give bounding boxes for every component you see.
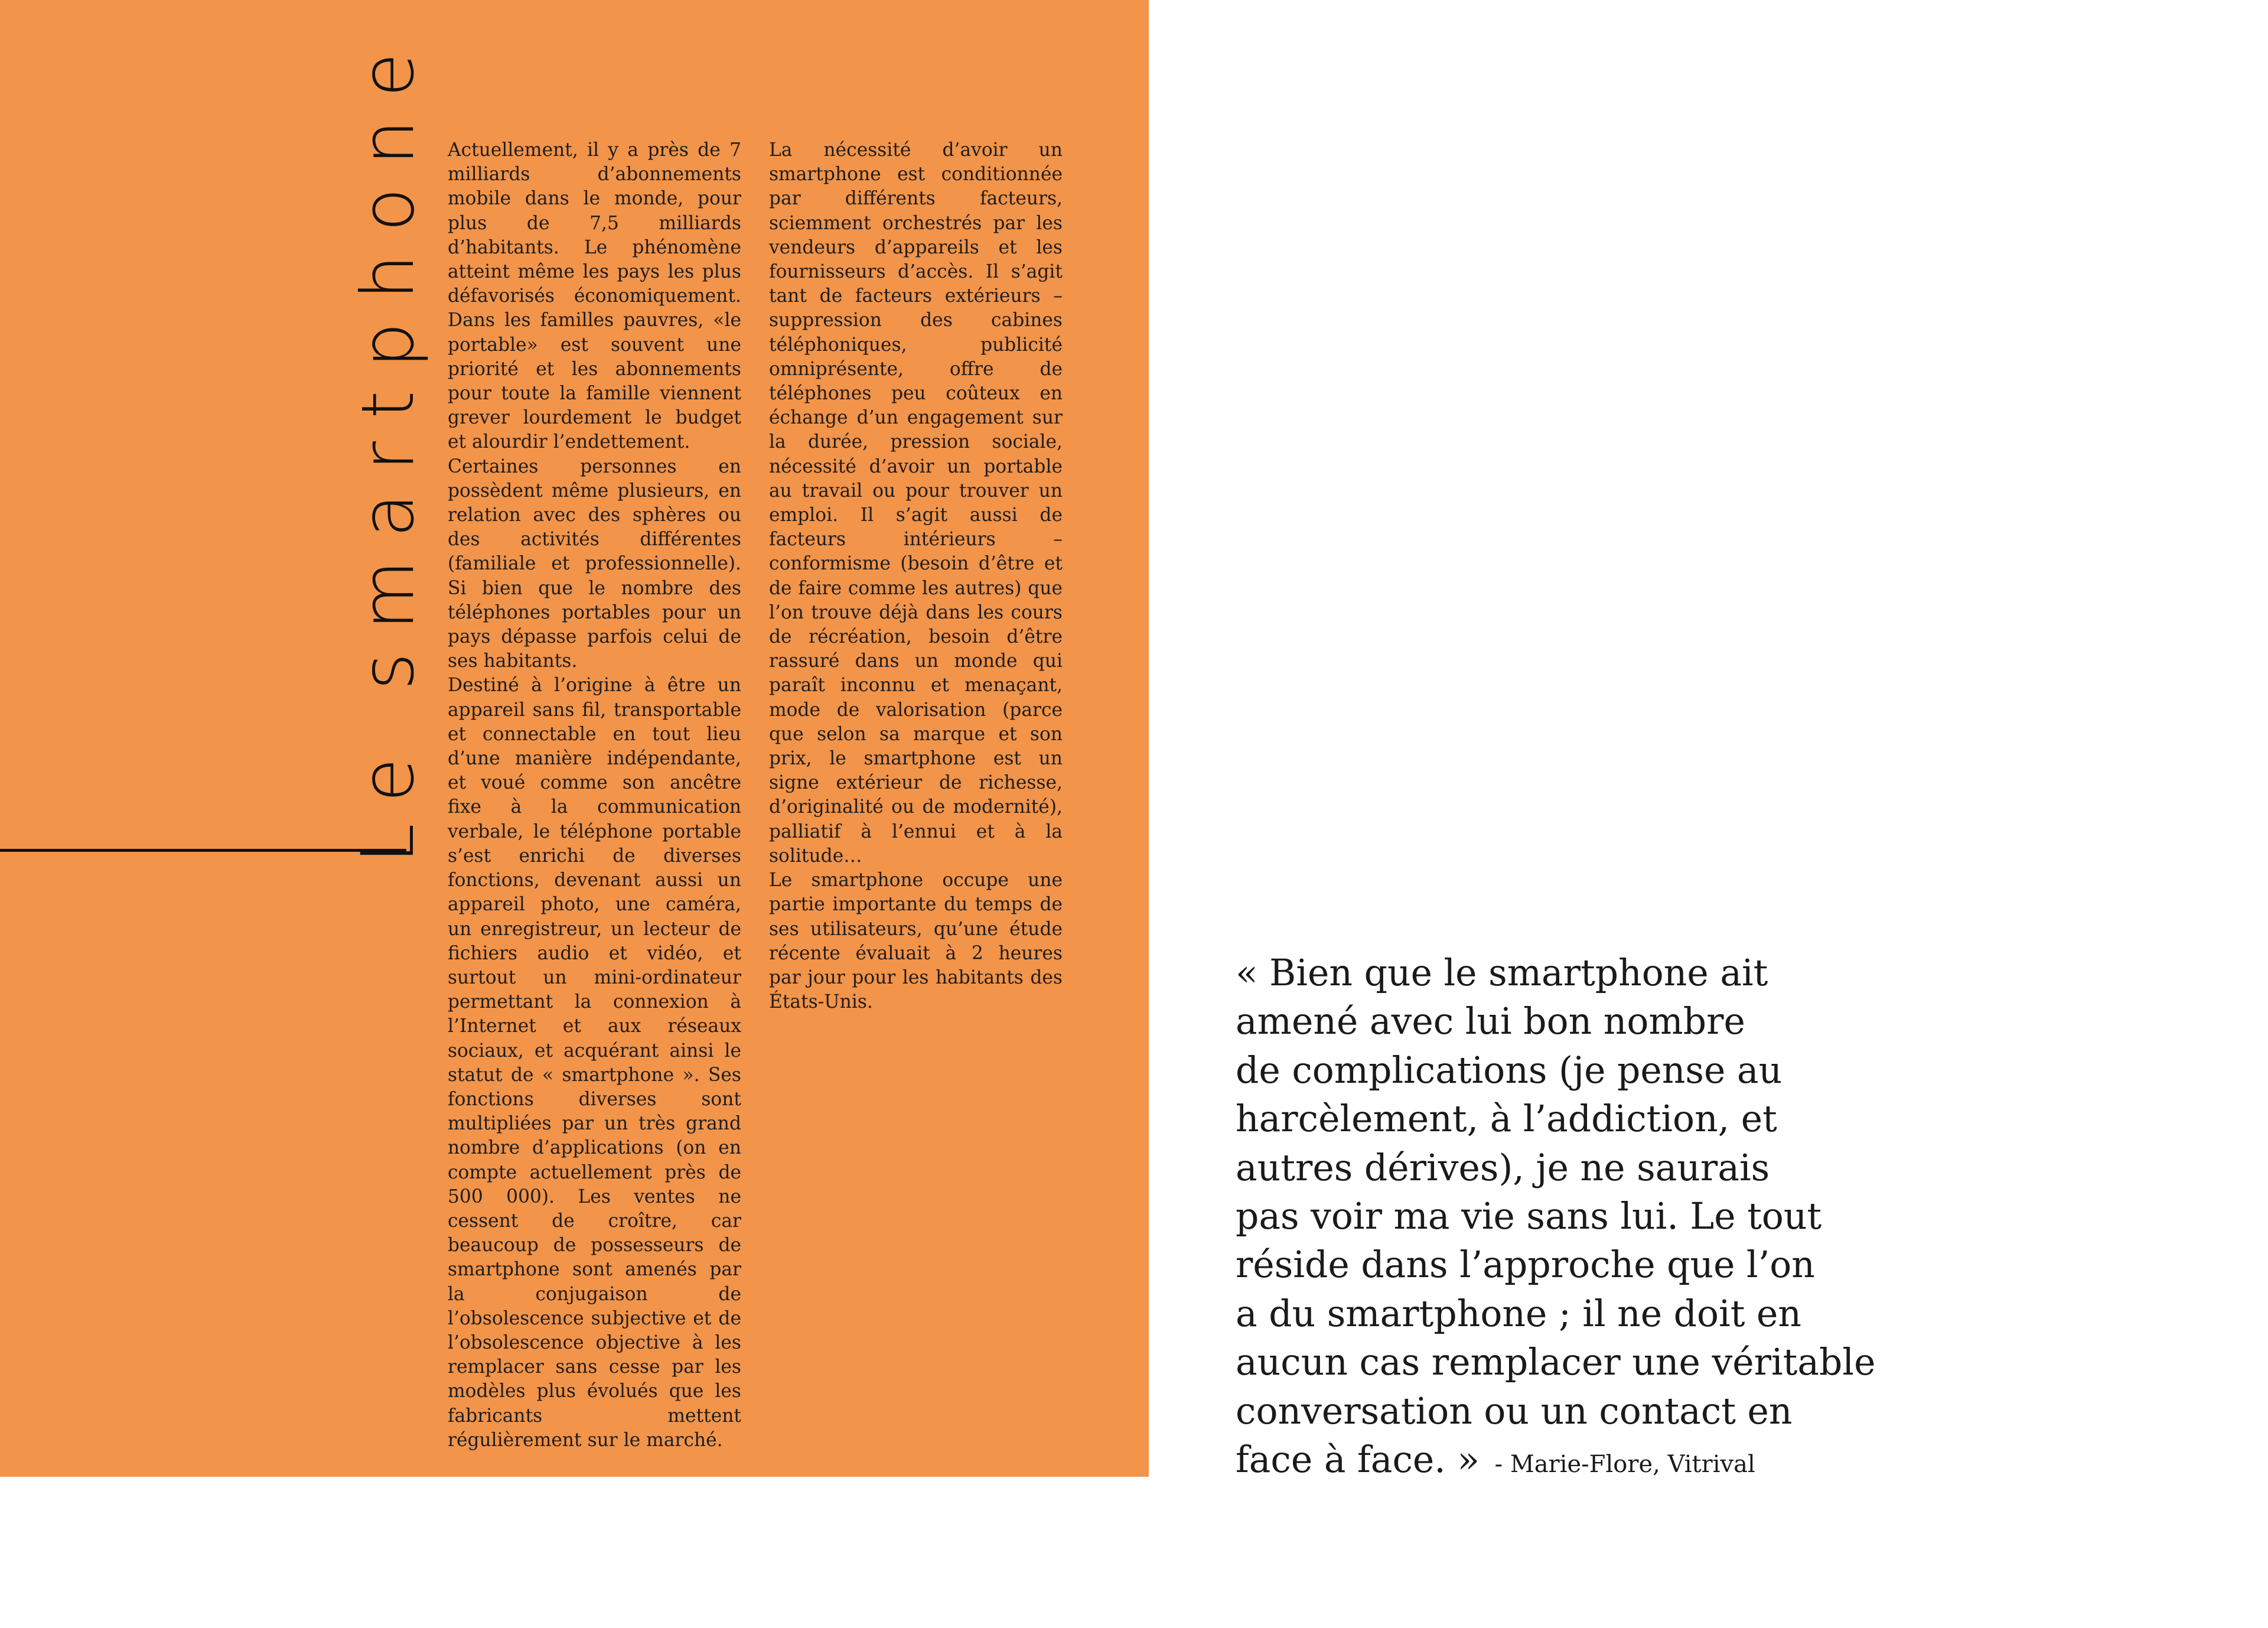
column2-paragraph-2: Le smartphone occupe une partie importante du temps de ses utilisateurs, qu’une étude récente évaluait à 2 heures par jour pour les habitants des États-Unis. bbox=[769, 870, 1063, 1013]
quote-author: - Marie-Flore, Vitrival bbox=[1494, 1451, 1755, 1479]
title-underline-rule bbox=[0, 849, 406, 852]
article-column-2 bbox=[769, 138, 1063, 1014]
column1-paragraph-3: Destiné à l’origine à être un appareil sans fil, transportable et connectable en tout lieu d’une manière indépendante, et voué comme son ancêtre fixe à la communication verbale, le téléphone portable s’est enrichi de diverses fonctions, devenant aussi un appareil photo, une caméra, un enregistreur, un lecteur de fichiers audio et vidéo, et surtout un mini-ordinateur permettant la connexion à l’Internet et aux réseaux sociaux, et acquérant ainsi le statut de « smartphone ». Ses fonctions diverses sont multipliées par un très grand nombre d’applications (on en compte actuellement près de 500 000). Les ventes ne cessent de croître, car beaucoup de possesseurs de smartphone sont amenés par la conjugaison de l’obsolescence subjective et de l’obsolescence objective à les remplacer sans cesse par les modèles plus évolués que les fabricants mettent régulièrement sur le marché. bbox=[448, 675, 741, 1451]
pull-quote bbox=[1236, 949, 1897, 1489]
column2-paragraph-1: La nécessité d’avoir un smartphone est conditionnée par différents facteurs, sciemment orchestrés par les vendeurs d’appareils et les fournisseurs d’accès. Il s’agit tant de facteurs extérieurs – suppression des cabines téléphoniques, publicité omniprésente, offre de téléphones peu coûteux en échange d’un engagement sur la durée, pression sociale, nécessité d’avoir un portable au travail ou pour trouver un emploi. Il s’agit aussi de facteurs intérieurs – conformisme (besoin d’être et de faire comme les autres) que l’on trouve déjà dans les cours de récréation, besoin d’être rassuré dans un monde qui paraît inconnu et menaçant, mode de valorisation (parce que selon sa marque et son prix, le smartphone est un signe extérieur de richesse, d’originalité ou de modernité), palliatif à l’ennui et à la solitude… bbox=[769, 139, 1063, 867]
column1-paragraph-1: Actuellement, il y a près de 7 milliards d’abonnements mobile dans le monde, pour plus de 7,5 milliards d’habitants. Le phénomène atteint même les pays les plus défavorisés économiquement. Dans les familles pauvres, «le portable» est souvent une priorité et les abonnements pour toute la famille viennent grever lourdement le budget et alourdir l’endettement. bbox=[448, 139, 741, 453]
article-column-1 bbox=[448, 138, 741, 1453]
page-title: Le smartphone bbox=[346, 30, 430, 864]
column1-paragraph-2: Certaines personnes en possèdent même plusieurs, en relation avec des sphères ou des activités différentes (familiale et professionnelle). Si bien que le nombre des téléphones portables pour un pays dépasse parfois celui de ses habitants. bbox=[448, 455, 741, 672]
quote-text: « Bien que le smartphone ait amené avec lui bon nombre de complications (je pense au harcèlement, à l’addiction, et autres dérives), je ne saurais pas voir ma vie sans lui. Le tout réside dans l’approche que l’on a du smartphone ; il ne doit en aucun cas remplacer une véritable conversation ou un contact en face à face. » bbox=[1236, 952, 1876, 1482]
